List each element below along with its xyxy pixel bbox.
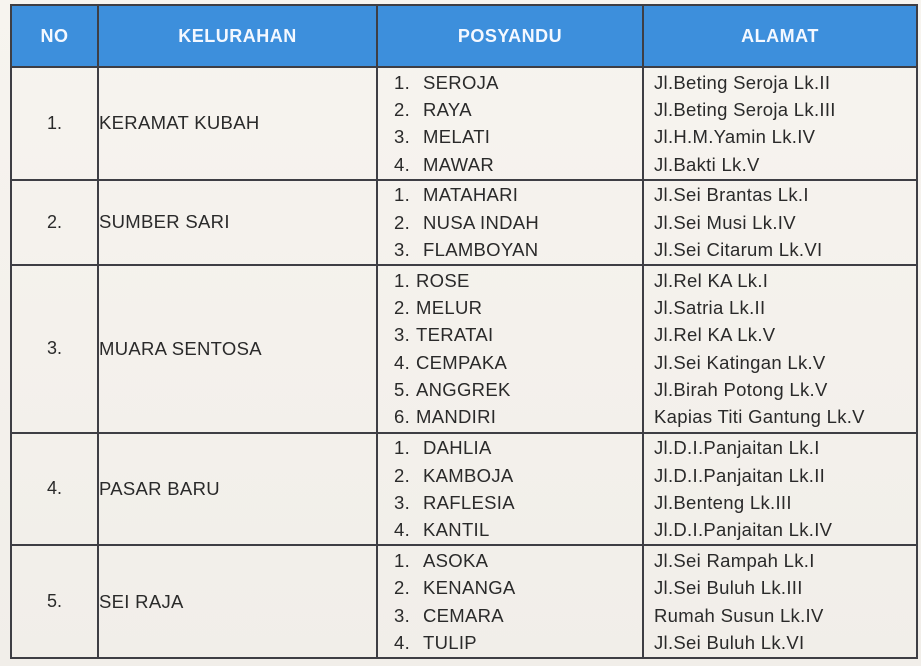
posyandu-table: [10, 4, 918, 659]
row-number: 2.: [11, 180, 98, 265]
alamat-list: [643, 545, 917, 658]
alamat-item: Kapias Titi Gantung Lk.V: [654, 406, 865, 428]
item-number: 2.: [394, 577, 411, 599]
row-number: 5.: [11, 545, 98, 658]
header-posyandu: POSYANDU: [377, 5, 643, 67]
item-number: 3.: [394, 604, 411, 626]
posyandu-item: [378, 489, 642, 516]
alamat-item: Jl.Sei Rampah Lk.I: [654, 550, 815, 572]
posyandu-item: [378, 236, 642, 263]
posyandu-item: [378, 294, 642, 321]
posyandu-name: CEMARA: [423, 604, 504, 626]
header-no: NO: [11, 5, 98, 67]
item-number: 6.: [394, 406, 411, 428]
posyandu-name: KAMBOJA: [423, 464, 514, 486]
posyandu-name: KANTIL: [423, 519, 490, 541]
posyandu-name: MATAHARI: [423, 184, 519, 206]
alamat-item: Jl.H.M.Yamin Lk.IV: [654, 126, 816, 148]
table-row: [11, 180, 917, 265]
posyandu-name: NUSA INDAH: [423, 211, 540, 233]
item-number: 2.: [394, 99, 411, 121]
posyandu-item: [378, 267, 642, 294]
item-number: 1.: [394, 184, 411, 206]
item-number: 1.: [394, 269, 411, 291]
row-number: 3.: [11, 265, 98, 433]
item-number: 1.: [394, 550, 411, 572]
item-number: 2.: [394, 464, 411, 486]
posyandu-item: [378, 602, 642, 629]
alamat-list: [643, 433, 917, 546]
table-body: [11, 67, 917, 658]
alamat-item: Jl.Benteng Lk.III: [654, 491, 792, 513]
header-alamat: ALAMAT: [643, 5, 917, 67]
posyandu-list: [377, 67, 643, 180]
alamat-item: Jl.Birah Potong Lk.V: [654, 378, 828, 400]
item-number: 3.: [394, 126, 411, 148]
alamat-item: Jl.Sei Katingan Lk.V: [654, 351, 826, 373]
posyandu-list: [377, 180, 643, 265]
posyandu-list: [377, 545, 643, 658]
posyandu-name: SEROJA: [423, 71, 499, 93]
kelurahan-cell: PASAR BARU: [98, 433, 377, 546]
alamat-item: Jl.Rel KA Lk.I: [654, 269, 769, 291]
posyandu-item: [378, 403, 642, 430]
posyandu-item: [378, 123, 642, 150]
posyandu-name: MELUR: [416, 297, 483, 319]
item-number: 4.: [394, 519, 411, 541]
posyandu-item: [378, 349, 642, 376]
table-header: [11, 5, 917, 67]
posyandu-item: [378, 434, 642, 461]
posyandu-item: [378, 151, 642, 178]
alamat-item: Jl.Sei Musi Lk.IV: [654, 211, 796, 233]
kelurahan-cell: SEI RAJA: [98, 545, 377, 658]
posyandu-item: [378, 547, 642, 574]
posyandu-name: ROSE: [416, 269, 470, 291]
posyandu-name: RAYA: [423, 99, 472, 121]
alamat-item: Jl.Rel KA Lk.V: [654, 324, 776, 346]
posyandu-item: [378, 574, 642, 601]
alamat-list: [643, 265, 917, 433]
item-number: 4.: [394, 351, 411, 373]
table-row: [11, 265, 917, 433]
table-row: [11, 433, 917, 546]
alamat-item: Jl.D.I.Panjaitan Lk.IV: [654, 519, 833, 541]
posyandu-item: [378, 516, 642, 543]
kelurahan-cell: KERAMAT KUBAH: [98, 67, 377, 180]
item-number: 5.: [394, 378, 411, 400]
posyandu-name: ASOKA: [423, 550, 489, 572]
table-row: [11, 545, 917, 658]
item-number: 1.: [394, 71, 411, 93]
posyandu-name: ANGGREK: [416, 378, 511, 400]
item-number: 3.: [394, 324, 411, 346]
posyandu-item: [378, 209, 642, 236]
alamat-list: [643, 67, 917, 180]
item-number: 1.: [394, 437, 411, 459]
alamat-item: Jl.Sei Buluh Lk.III: [654, 577, 803, 599]
row-number: 4.: [11, 433, 98, 546]
posyandu-name: TERATAI: [416, 324, 494, 346]
item-number: 3.: [394, 238, 411, 260]
item-number: 3.: [394, 491, 411, 513]
posyandu-name: TULIP: [423, 631, 477, 653]
posyandu-item: [378, 69, 642, 96]
alamat-item: Jl.Satria Lk.II: [654, 297, 766, 319]
item-number: 2.: [394, 211, 411, 233]
posyandu-name: MELATI: [423, 126, 491, 148]
posyandu-name: RAFLESIA: [423, 491, 515, 513]
kelurahan-cell: MUARA SENTOSA: [98, 265, 377, 433]
item-number: 4.: [394, 153, 411, 175]
header-row: [11, 5, 917, 67]
alamat-item: Jl.Sei Buluh Lk.VI: [654, 631, 805, 653]
posyandu-name: DAHLIA: [423, 437, 492, 459]
header-kelurahan: KELURAHAN: [98, 5, 377, 67]
alamat-item: Jl.D.I.Panjaitan Lk.I: [654, 437, 820, 459]
kelurahan-cell: SUMBER SARI: [98, 180, 377, 265]
posyandu-list: [377, 265, 643, 433]
alamat-item: Jl.Sei Brantas Lk.I: [654, 184, 809, 206]
alamat-item: Jl.Bakti Lk.V: [654, 153, 760, 175]
item-number: 2.: [394, 297, 411, 319]
item-number: 4.: [394, 631, 411, 653]
alamat-list: [643, 180, 917, 265]
posyandu-name: KENANGA: [423, 577, 516, 599]
alamat-item: Rumah Susun Lk.IV: [654, 604, 824, 626]
posyandu-item: [378, 376, 642, 403]
table-row: [11, 67, 917, 180]
posyandu-list: [377, 433, 643, 546]
posyandu-item: [378, 96, 642, 123]
posyandu-item: [378, 462, 642, 489]
posyandu-item: [378, 629, 642, 656]
posyandu-item: [378, 181, 642, 208]
alamat-item: Jl.Beting Seroja Lk.III: [654, 99, 836, 121]
row-number: 1.: [11, 67, 98, 180]
posyandu-name: MANDIRI: [416, 406, 497, 428]
posyandu-name: CEMPAKA: [416, 351, 508, 373]
alamat-item: Jl.Beting Seroja Lk.II: [654, 71, 831, 93]
alamat-item: Jl.Sei Citarum Lk.VI: [654, 238, 823, 260]
posyandu-name: FLAMBOYAN: [423, 238, 539, 260]
posyandu-item: [378, 321, 642, 348]
alamat-item: Jl.D.I.Panjaitan Lk.II: [654, 464, 826, 486]
posyandu-name: MAWAR: [423, 153, 495, 175]
